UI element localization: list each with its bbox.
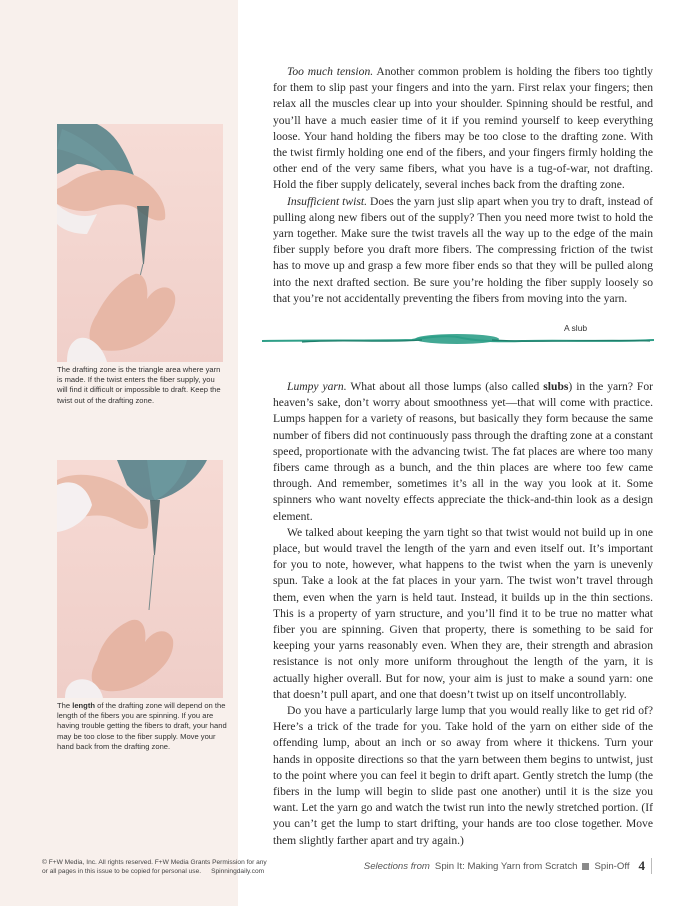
paragraph-text: ) in the yarn? For heaven’s sake, don’t worry about smoothness yet—that will come with practice. Lumps happen for a variety of reasons, but basically they form because the same number of fibers did not continuously pass through the drafting zone at a constant speed, proportionate with the advancing twist. The fat places are where too many fibers came through as a bunch, and the thin places are where too few came through. And remember, sometimes it’s all in the way you look at it. Some spinners who want novelty effects appreciate the thick-and-thin look as a design element. [273,380,653,523]
source-prefix: Selections from [363,860,430,872]
caption2-pre: The [57,701,73,710]
copyright-text: © F+W Media, Inc. All rights reserved. F+W Media Grants Permission for any or all pages in this issue to be copied for personal use. [42,859,267,875]
lead-lumpy-yarn: Lumpy yarn. [287,380,347,393]
footer-copyright [42,858,272,876]
drafting-length-caption [57,701,227,752]
magazine-name: Spin-Off [594,860,630,872]
source-title: Spin It: Making Yarn from Scratch [434,860,578,872]
paragraph-text: Another common problem is holding the fibers too tightly for them to slip past your fingers and into the yarn. First relax your fingers; then relax all the muscles clear up into your shoulder. Spinning should be restful, and you’ll have a much easier time of it if you remind yourself to keep everything loose. Your hand holding the fibers may be too close to the drafting zone. With the twist firmly holding one end of the fibers, and your fingers firmly holding the other end of the very same fibers, what you have is a tug-of-war, not drafting. Hold the fiber supply delicately, several inches back from the drafting zone. [273,65,653,192]
lead-insufficient-twist: Insufficient twist. [287,194,367,208]
paragraph-too-much-tension [273,64,653,194]
footer-source [364,858,652,874]
term-slubs: slubs [543,380,569,393]
slub-yarn-figure [262,326,654,356]
caption2-post: of the drafting zone will depend on the length of the fibers you are spinning. If you are having trouble getting the fibers to draft, your hand may be too close to the fiber supply. Move your hand back from the drafting zone. [57,701,227,751]
paragraph-large-lump: Do you have a particularly large lump that you would really like to get rid of? Here’s a trick of the trade for you. Take hold of the yarn on either side of the offending lump, about an inch or so away from where it thickens. Turn your hands in opposite directions so that the yarn between them begins to untwist, just to the point where you can feel it begin to drift apart. Gently stretch the lump (the fibers in the lump will begin to slide past one another) until it is the size you want. Let the yarn go and watch the twist run into the newly stretched portion. (If you can’t get the lump to start drifting, your hands are too close together. Move them slightly farther apart and try again.) [273,704,653,847]
paragraph-text: What about all those lumps (also called [346,380,544,393]
drafting-zone-caption: The drafting zone is the triangle area where yarn is made. If the twist enters the fiber supply, you will find it difficult or impossible to draft. Keep the twist out of the drafting zone. [57,365,221,405]
article-bottom [273,379,653,849]
site-link[interactable]: Spinningdaily.com [211,868,265,875]
lead-too-much-tension: Too much tension. [287,65,374,78]
paragraph-insufficient-twist [273,194,653,307]
drafting-length-photo [57,460,223,698]
drafting-zone-photo [57,124,223,362]
slub-label: A slub [564,323,588,333]
article-top [273,64,653,307]
paragraph-lumpy-yarn [273,379,653,525]
paragraph-text: Does the yarn just slip apart when you try to draft, instead of pulling along new fibers out of the supply? Then you need more twist to hold the yarn together. Make sure the twist travels all the way up to the edge of the main fiber supply before you draft more fibers. The compressing friction of the twist has to move up and grasp a few more fiber ends so that they will be pulled along into the next drafted section. Be sure you’re holding the fiber supply loosely so that you’re not accidentally preventing the fibers from moving into the yarn. [273,194,654,305]
page-number: 4 [639,858,653,874]
square-bullet-icon [582,863,589,870]
paragraph-twist-travel: We talked about keeping the yarn tight so that twist would not build up in one place, but would travel the length of the yarn and even itself out. It’s important for you to note, however, what happens to the twist when the yarn is unevenly spun. Take a look at the fat places in your yarn. The twist won’t travel through them, even when the yarn is held taut. Instead, it builds up in the thin sections. This is a property of yarn structure, and you’ll find it to be true no matter what fiber you are spinning. Given that property, there is something to be said for keeping your yarns reasonably even. When they are, their strength and abrasion resistance is not only more uniform throughout the length of the yarn, it is actually higher overall. But for now, your aim is just to make a sound yarn: one that doesn’t pull apart, and one that doesn’t twist up on itself uncontrollably. [273,525,653,701]
caption2-bold: length [72,701,95,710]
